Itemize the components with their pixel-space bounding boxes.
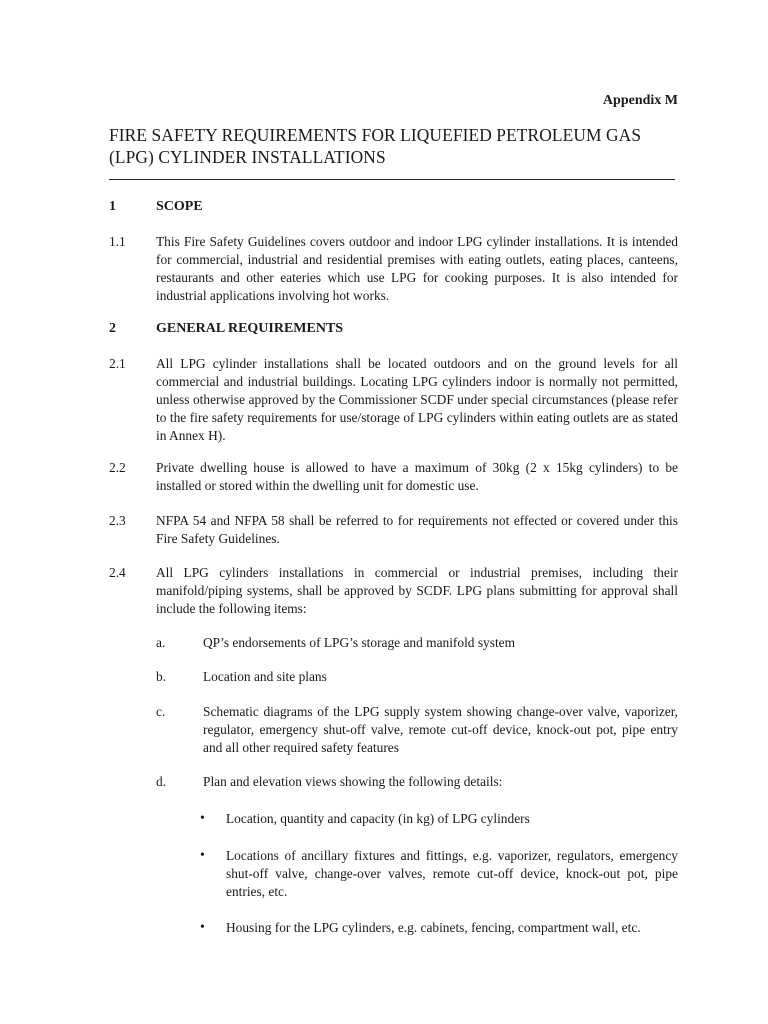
- item-c-text: Schematic diagrams of the LPG supply system showing change-over valve, vaporizer, regulator, emergency shut-off valve, remote cut-off device, knock-out pot, pipe entry and all other required safety features: [203, 704, 678, 755]
- item-a-letter: a.: [156, 635, 166, 650]
- item-c-letter: c.: [156, 704, 166, 719]
- para-1-1-number: 1.1: [109, 234, 126, 249]
- appendix-label: Appendix M: [602, 93, 678, 108]
- para-2-3-text: NFPA 54 and NFPA 58 shall be referred to for requirements not effected or covered under this Fire Safety Guidelines.: [156, 513, 678, 546]
- section-1-number: 1: [109, 199, 116, 214]
- para-2-3-number: 2.3: [109, 513, 126, 528]
- document-title: FIRE SAFETY REQUIREMENTS FOR LIQUEFIED PETROLEUM GAS (LPG) CYLINDER INSTALLATIONS: [109, 125, 642, 167]
- bullet-1-marker: •: [200, 811, 205, 826]
- para-2-1-number: 2.1: [109, 356, 126, 371]
- item-d-letter: d.: [156, 774, 167, 789]
- para-1-1-text: This Fire Safety Guidelines covers outdoor and indoor LPG cylinder installations. It is intended for commercial, industrial and residential premises with eating outlets, eating places, canteens, restaurants and other eateries which use LPG for cooking purposes. It is also intended for industrial applications involving hot works.: [156, 234, 678, 303]
- item-d-text: Plan and elevation views showing the following details:: [203, 774, 503, 789]
- section-2-number: 2: [109, 321, 116, 336]
- item-b-text: Location and site plans: [203, 669, 327, 684]
- bullet-3-marker: •: [200, 920, 205, 935]
- item-a-text: QP’s endorsements of LPG’s storage and manifold system: [203, 635, 516, 650]
- para-2-2-text: Private dwelling house is allowed to have a maximum of 30kg (2 x 15kg cylinders) to be installed or stored within the dwelling unit for domestic use.: [156, 460, 678, 493]
- para-2-1-text: All LPG cylinder installations shall be located outdoors and on the ground levels for all commercial and industrial buildings. Locating LPG cylinders indoor is normally not permitted, unless otherwise approved by the Commissioner SCDF under special circumstances (please refer to the fire safety requirements for use/storage of LPG cylinders within eating outlets are as stated in Annex H).: [156, 356, 678, 443]
- item-b-letter: b.: [156, 669, 167, 684]
- bullet-2-marker: •: [200, 848, 205, 863]
- para-2-2-number: 2.2: [109, 460, 126, 475]
- bullet-1-text: Location, quantity and capacity (in kg) of LPG cylinders: [226, 811, 530, 826]
- bullet-3-text: Housing for the LPG cylinders, e.g. cabinets, fencing, compartment wall, etc.: [226, 920, 641, 935]
- bullet-2-text: Locations of ancillary fixtures and fittings, e.g. vaporizer, regulators, emergency shut-off valve, change-over valves, remote cut-off device, knock-out pot, pipe entries, etc.: [226, 848, 678, 899]
- para-2-4-text: All LPG cylinders installations in commercial or industrial premises, including their manifold/piping systems, shall be approved by SCDF. LPG plans submitting for approval shall include the following items:: [156, 565, 678, 616]
- section-1-heading: SCOPE: [156, 199, 203, 214]
- title-divider: [109, 179, 675, 180]
- para-2-4-number: 2.4: [109, 565, 126, 580]
- section-2-heading: GENERAL REQUIREMENTS: [156, 321, 344, 336]
